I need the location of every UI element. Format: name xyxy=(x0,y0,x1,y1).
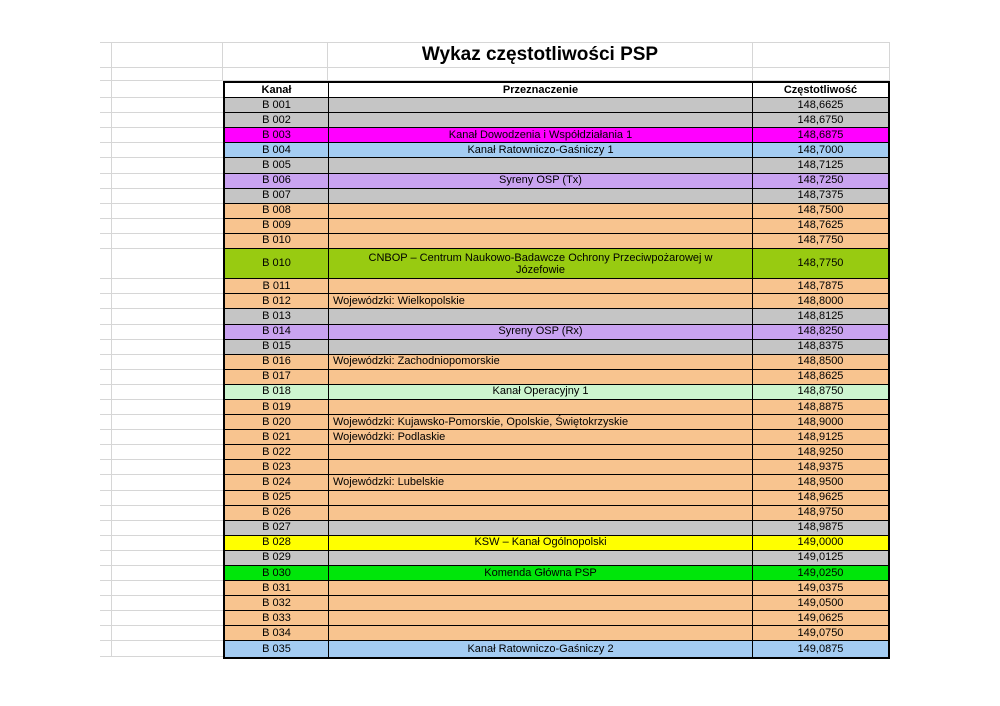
purpose-cell[interactable] xyxy=(329,234,753,249)
sheet-margin-cell xyxy=(100,430,223,445)
frequency-cell[interactable]: 149,0500 xyxy=(753,596,888,611)
sheet-margin-cell xyxy=(100,174,223,189)
purpose-cell[interactable] xyxy=(329,98,753,113)
purpose-cell[interactable]: Kanał Operacyjny 1 xyxy=(329,385,753,400)
frequency-cell[interactable]: 148,8875 xyxy=(753,400,888,415)
frequency-cell[interactable]: 149,0875 xyxy=(797,642,844,655)
purpose-cell[interactable] xyxy=(329,309,753,324)
table-row xyxy=(225,340,888,355)
frequency-table xyxy=(223,81,890,659)
sheet-margin-cell xyxy=(100,219,223,234)
channel-cell[interactable]: B 002 xyxy=(225,113,329,128)
frequency-cell[interactable]: 148,8750 xyxy=(753,385,888,400)
purpose-cell[interactable]: Kanał Dowodzenia i Współdziałania 1 xyxy=(329,128,753,143)
sheet-margin-cell xyxy=(100,536,223,551)
page-title[interactable]: Wykaz częstotliwości PSP xyxy=(328,43,753,68)
frequency-cell[interactable]: 148,7250 xyxy=(753,174,888,189)
purpose-cell[interactable] xyxy=(329,219,753,234)
frequency-cell[interactable]: 148,9500 xyxy=(753,475,888,490)
sheet-margin-cell xyxy=(100,551,223,566)
channel-cell[interactable]: B 026 xyxy=(225,506,329,521)
purpose-cell[interactable] xyxy=(329,445,753,460)
table-row xyxy=(225,566,888,581)
channel-cell[interactable]: B 031 xyxy=(225,581,329,596)
title-row xyxy=(100,42,890,68)
purpose-cell[interactable] xyxy=(329,521,753,536)
header-purpose[interactable]: Przeznaczenie xyxy=(329,83,753,98)
frequency-cell[interactable]: 149,0375 xyxy=(753,581,888,596)
table-row xyxy=(225,626,888,641)
table-row xyxy=(225,294,888,309)
frequency-cell[interactable]: 148,7750 xyxy=(753,249,888,279)
purpose-cell[interactable] xyxy=(329,491,753,506)
table-row xyxy=(225,143,888,158)
frequency-cell[interactable]: 149,0625 xyxy=(753,611,888,626)
sheet-margin-cell xyxy=(100,611,223,626)
sheet xyxy=(100,42,890,659)
sheet-margin-cell xyxy=(100,370,223,385)
table-row xyxy=(225,445,888,460)
sheet-margin-cell xyxy=(100,566,223,581)
sheet-margin-cell xyxy=(100,309,223,324)
table-row xyxy=(225,551,888,566)
table-row xyxy=(225,128,888,143)
purpose-cell[interactable]: Komenda Główna PSP xyxy=(329,566,753,581)
channel-cell[interactable]: B 033 xyxy=(225,611,329,626)
channel-cell[interactable]: B 013 xyxy=(225,309,329,324)
frequency-cell[interactable]: 148,7500 xyxy=(753,204,888,219)
table-row xyxy=(225,581,888,596)
table-row xyxy=(225,611,888,626)
channel-cell[interactable]: B 011 xyxy=(225,279,329,294)
frequency-cell[interactable]: 148,8125 xyxy=(753,309,888,324)
purpose-cell[interactable] xyxy=(329,551,753,566)
channel-cell[interactable]: B 034 xyxy=(225,626,329,641)
sheet-margin-cell xyxy=(100,279,223,294)
table-row xyxy=(225,400,888,415)
channel-cell[interactable]: B 004 xyxy=(225,143,329,158)
sheet-margin-cell xyxy=(100,445,223,460)
sheet-cell xyxy=(223,43,328,68)
channel-cell[interactable]: B 008 xyxy=(225,204,329,219)
frequency-cell[interactable]: 148,9250 xyxy=(753,445,888,460)
sheet-margin-cell xyxy=(100,128,223,143)
purpose-cell[interactable]: Wojewódzki: Wielkopolskie xyxy=(329,294,753,309)
channel-cell[interactable]: B 020 xyxy=(225,415,329,430)
purpose-cell[interactable] xyxy=(329,596,753,611)
channel-cell[interactable]: B 023 xyxy=(225,460,329,475)
table-row xyxy=(225,521,888,536)
channel-cell[interactable]: B 014 xyxy=(225,325,329,340)
header-frequency[interactable]: Częstotliwość xyxy=(753,83,888,98)
channel-cell[interactable]: B 016 xyxy=(225,355,329,370)
purpose-cell[interactable]: Wojewódzki: Kujawsko-Pomorskie, Opolskie, Świętokrzyskie xyxy=(329,415,753,430)
purpose-cell[interactable] xyxy=(329,611,753,626)
table-row xyxy=(225,189,888,204)
sheet-margin-cell xyxy=(100,189,223,204)
channel-cell[interactable]: B 007 xyxy=(225,189,329,204)
purpose-cell[interactable] xyxy=(329,460,753,475)
channel-cell[interactable]: B 017 xyxy=(225,370,329,385)
frequency-cell[interactable]: 148,9750 xyxy=(753,506,888,521)
frequency-cell[interactable]: 148,6875 xyxy=(753,128,888,143)
table-row xyxy=(225,506,888,521)
header-channel[interactable]: Kanał xyxy=(225,83,329,98)
frequency-cell[interactable]: 149,0000 xyxy=(753,536,888,551)
purpose-cell[interactable] xyxy=(329,189,753,204)
sheet-margin-cell xyxy=(100,491,223,506)
table-row xyxy=(225,385,888,400)
frequency-cell[interactable]: 148,9625 xyxy=(753,491,888,506)
sheet-margin-cell xyxy=(100,83,223,98)
sheet-cell xyxy=(753,43,890,68)
sheet-main xyxy=(100,81,890,659)
channel-cell[interactable]: B 019 xyxy=(225,400,329,415)
channel-cell[interactable]: B 027 xyxy=(225,521,329,536)
channel-cell[interactable]: B 015 xyxy=(225,340,329,355)
table-row xyxy=(225,536,888,551)
frequency-cell[interactable]: 149,0750 xyxy=(753,626,888,641)
sheet-margin-cell xyxy=(100,355,223,370)
channel-cell[interactable]: B 024 xyxy=(225,475,329,490)
sheet-margin-cell xyxy=(100,626,223,641)
table-row xyxy=(225,204,888,219)
purpose-cell[interactable]: Syreny OSP (Rx) xyxy=(329,325,753,340)
frequency-cell[interactable]: 148,9125 xyxy=(753,430,888,445)
purpose-cell[interactable] xyxy=(329,279,753,294)
table-row xyxy=(225,641,888,656)
frequency-cell[interactable]: 148,8500 xyxy=(753,355,888,370)
channel-cell[interactable]: B 028 xyxy=(225,536,329,551)
channel-cell[interactable]: B 005 xyxy=(225,158,329,173)
purpose-cell[interactable] xyxy=(329,370,753,385)
purpose-cell[interactable]: Wojewódzki: Lubelskie xyxy=(329,475,753,490)
sheet-cell xyxy=(753,68,890,81)
sheet-margin-cell xyxy=(100,596,223,611)
channel-cell[interactable]: B 009 xyxy=(225,219,329,234)
frequency-cell[interactable]: 148,9875 xyxy=(753,521,888,536)
table-row xyxy=(225,325,888,340)
table-row xyxy=(225,234,888,249)
table-row xyxy=(225,98,888,113)
sheet-margin-cell xyxy=(100,521,223,536)
purpose-cell[interactable] xyxy=(329,506,753,521)
table-row xyxy=(225,249,888,279)
sheet-margin-cell xyxy=(100,325,223,340)
sheet-margin-cell xyxy=(100,400,223,415)
purpose-cell[interactable] xyxy=(329,340,753,355)
channel-cell[interactable]: B 010 xyxy=(225,249,329,279)
channel-cell[interactable]: B 021 xyxy=(225,430,329,445)
table-row xyxy=(225,219,888,234)
sheet-margin-cell xyxy=(100,98,223,113)
sheet-margin-cell xyxy=(100,204,223,219)
sheet-margin-cell xyxy=(100,234,223,249)
table-row xyxy=(225,309,888,324)
sheet-margin-cell xyxy=(100,506,223,521)
sheet-side-column xyxy=(100,81,223,659)
purpose-cell[interactable] xyxy=(329,113,753,128)
purpose-cell[interactable] xyxy=(329,158,753,173)
frequency-cell[interactable]: 148,7625 xyxy=(753,219,888,234)
sheet-margin-cell xyxy=(100,475,223,490)
purpose-cell[interactable] xyxy=(329,626,753,641)
sheet-margin-cell xyxy=(100,294,223,309)
frequency-cell[interactable]: 148,8625 xyxy=(753,370,888,385)
table-row xyxy=(225,460,888,475)
sheet-margin-cell xyxy=(100,385,223,400)
frequency-cell[interactable]: 148,8000 xyxy=(753,294,888,309)
frequency-cell[interactable]: 149,0125 xyxy=(753,551,888,566)
frequency-cell[interactable]: 148,6750 xyxy=(753,113,888,128)
purpose-cell[interactable] xyxy=(329,204,753,219)
sheet-margin-cell xyxy=(100,641,223,656)
channel-cell[interactable]: B 025 xyxy=(225,491,329,506)
sheet-margin-cell xyxy=(100,460,223,475)
channel-cell[interactable]: B 010 xyxy=(225,234,329,249)
purpose-cell[interactable]: Syreny OSP (Tx) xyxy=(329,174,753,189)
channel-cell[interactable]: B 022 xyxy=(225,445,329,460)
channel-cell[interactable]: B 030 xyxy=(225,566,329,581)
sheet-margin-cell xyxy=(100,143,223,158)
frequency-cell[interactable]: 148,9000 xyxy=(753,415,888,430)
blank-row xyxy=(100,68,890,81)
table-row xyxy=(225,475,888,490)
frequency-cell[interactable]: 148,8375 xyxy=(753,340,888,355)
sheet-margin-cell xyxy=(100,581,223,596)
sheet-margin-cell xyxy=(100,113,223,128)
purpose-cell[interactable]: Wojewódzki: Zachodniopomorskie xyxy=(329,355,753,370)
table-row xyxy=(225,430,888,445)
table-header-row xyxy=(225,83,888,98)
table-row xyxy=(225,596,888,611)
sheet-top-grid xyxy=(100,42,890,81)
purpose-cell[interactable] xyxy=(329,400,753,415)
purpose-cell[interactable]: Kanał Ratowniczo-Gaśniczy 1 xyxy=(329,143,753,158)
frequency-cell[interactable]: 148,9375 xyxy=(753,460,888,475)
table-body xyxy=(225,98,888,656)
sheet-cell xyxy=(328,68,753,81)
table-row xyxy=(225,279,888,294)
purpose-cell[interactable]: Wojewódzki: Podlaskie xyxy=(329,430,753,445)
frequency-cell[interactable]: 148,7875 xyxy=(753,279,888,294)
purpose-cell[interactable]: CNBOP – Centrum Naukowo-Badawcze Ochrony Przeciwpożarowej w Józefowie xyxy=(329,249,753,279)
frequency-cell[interactable]: 148,8250 xyxy=(753,325,888,340)
frequency-cell[interactable]: 148,6625 xyxy=(753,98,888,113)
channel-cell[interactable]: B 032 xyxy=(225,596,329,611)
sheet-cell xyxy=(100,68,223,81)
table-row xyxy=(225,174,888,189)
frequency-cell[interactable]: 148,7125 xyxy=(753,158,888,173)
channel-cell[interactable]: B 018 xyxy=(225,385,329,400)
purpose-cell[interactable] xyxy=(329,581,753,596)
frequency-cell[interactable]: 148,7000 xyxy=(753,143,888,158)
channel-cell[interactable]: B 003 xyxy=(225,128,329,143)
table-row xyxy=(225,415,888,430)
frequency-cell[interactable]: 148,7750 xyxy=(753,234,888,249)
table-row xyxy=(225,370,888,385)
table-row xyxy=(225,158,888,173)
sheet-margin-cell xyxy=(100,415,223,430)
purpose-cell[interactable]: Kanał Ratowniczo-Gaśniczy 2 xyxy=(329,641,753,656)
table-row xyxy=(225,491,888,506)
channel-cell[interactable]: B 012 xyxy=(225,294,329,309)
sheet-cell xyxy=(100,43,223,68)
table-row xyxy=(225,113,888,128)
channel-cell[interactable]: B 029 xyxy=(225,551,329,566)
sheet-margin-cell xyxy=(100,158,223,173)
sheet-cell xyxy=(223,68,328,81)
channel-cell[interactable]: B 035 xyxy=(225,641,329,656)
purpose-cell[interactable]: KSW – Kanał Ogólnopolski xyxy=(329,536,753,551)
sheet-margin-cell xyxy=(100,340,223,355)
channel-cell[interactable]: B 001 xyxy=(225,98,329,113)
frequency-cell[interactable]: 148,7375 xyxy=(753,189,888,204)
sheet-margin-cell xyxy=(100,249,223,279)
frequency-cell[interactable]: 149,0250 xyxy=(753,566,888,581)
table-row xyxy=(225,355,888,370)
channel-cell[interactable]: B 006 xyxy=(225,174,329,189)
